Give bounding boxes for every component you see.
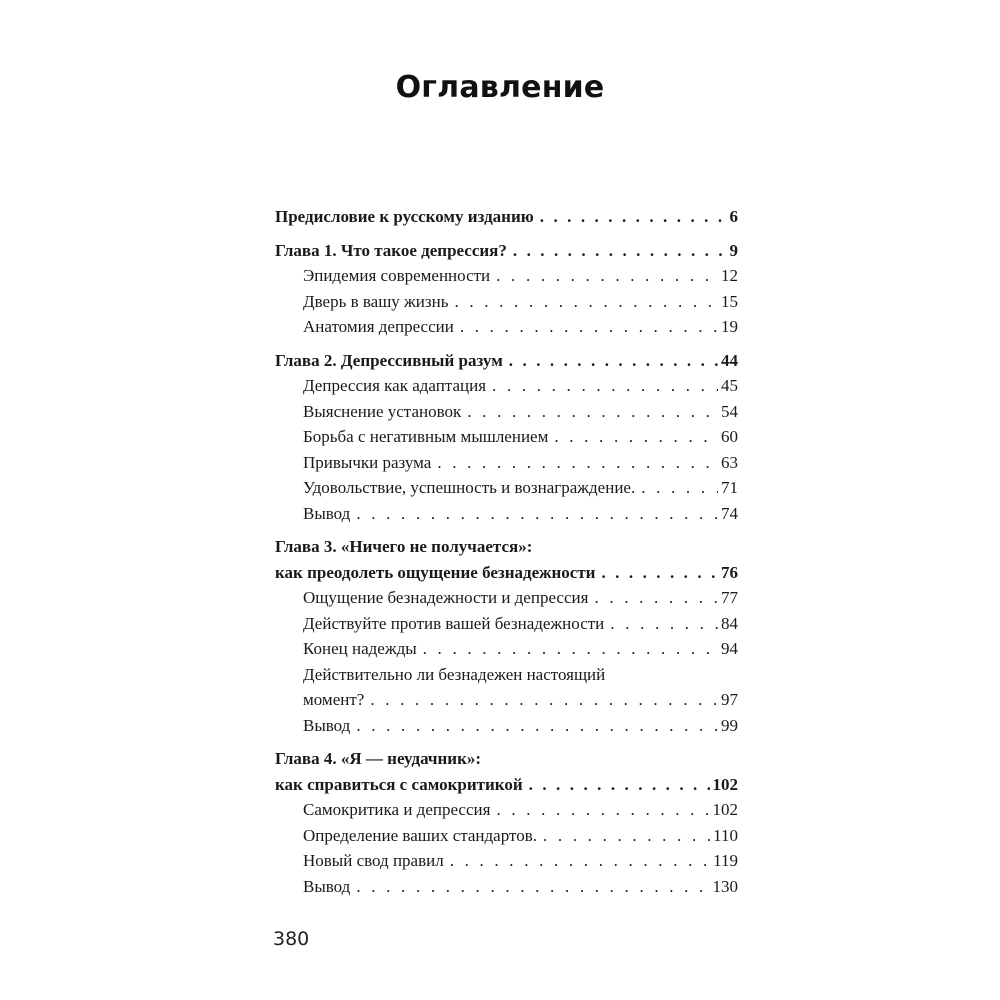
toc-page-number: 94 bbox=[721, 639, 738, 658]
toc-entry-title: Борьба с негативным мышлением bbox=[303, 427, 549, 446]
toc-entry-section bbox=[275, 797, 738, 823]
toc-page-number: 84 bbox=[721, 613, 738, 633]
toc-entry-chapter-3-line-1 bbox=[275, 534, 738, 560]
dot-leader bbox=[641, 475, 718, 501]
dot-leader bbox=[610, 611, 718, 637]
dot-leader bbox=[356, 501, 718, 527]
toc-entry-section bbox=[275, 501, 738, 527]
toc-page-number: 102 bbox=[712, 774, 738, 794]
toc-page-number: 9 bbox=[729, 240, 738, 260]
toc-entry-chapter-4-line-1 bbox=[275, 746, 738, 772]
toc-entry-chapter-4-line-2 bbox=[275, 772, 738, 798]
toc-entry-title: Глава 4. «Я — неудачник»: bbox=[275, 749, 482, 768]
dot-leader bbox=[423, 636, 718, 662]
toc-page-number: 71 bbox=[721, 478, 738, 497]
toc-entry-title: Определение ваших стандартов. bbox=[303, 825, 537, 845]
dot-leader bbox=[543, 823, 710, 849]
toc-entry-section bbox=[275, 289, 738, 315]
toc-page-number: 45 bbox=[721, 376, 738, 395]
toc-entry-title: Глава 3. «Ничего не получается»: bbox=[275, 537, 533, 556]
toc-entry-section bbox=[275, 450, 738, 476]
toc-page-number: 74 bbox=[721, 503, 738, 523]
toc-page-number: 130 bbox=[712, 876, 738, 896]
toc-page-number: 102 bbox=[712, 800, 738, 819]
toc-page-number: 63 bbox=[721, 452, 738, 472]
toc-page-number: 6 bbox=[729, 207, 738, 226]
toc-entry-chapter-1 bbox=[275, 238, 738, 264]
dot-leader bbox=[460, 314, 718, 340]
toc-entry-title: Действуйте против вашей безнадежности bbox=[303, 613, 605, 633]
dot-leader bbox=[529, 772, 710, 798]
dot-leader bbox=[356, 874, 709, 900]
dot-leader bbox=[356, 713, 718, 739]
toc-entry-section bbox=[275, 314, 738, 340]
toc-entry-title: Эпидемия современности bbox=[303, 266, 491, 285]
toc-page-number: 44 bbox=[721, 350, 738, 370]
toc-entry-section bbox=[275, 713, 738, 739]
toc-entry-title: Вывод bbox=[303, 503, 351, 523]
dot-leader bbox=[496, 263, 718, 289]
toc-entry-title: Ощущение безнадежности и депрессия bbox=[303, 588, 589, 607]
toc-entry-chapter-3-line-2 bbox=[275, 560, 738, 586]
dot-leader bbox=[509, 348, 718, 374]
toc-entry-section bbox=[275, 424, 738, 450]
dot-leader bbox=[601, 560, 718, 586]
toc-page-number: 12 bbox=[721, 266, 738, 285]
toc-page-number: 99 bbox=[721, 715, 738, 735]
toc-entry-section bbox=[275, 399, 738, 425]
dot-leader bbox=[370, 687, 718, 713]
toc-entry-section bbox=[275, 373, 738, 399]
toc-entry-title: Новый свод правил bbox=[303, 851, 444, 870]
dot-leader bbox=[496, 797, 709, 823]
toc-page-number: 77 bbox=[721, 588, 738, 607]
toc-page-number: 110 bbox=[713, 825, 738, 845]
toc-entry-title: Действительно ли безнадежен настоящий bbox=[303, 664, 606, 684]
toc-entry-title: Глава 2. Депрессивный разум bbox=[275, 350, 503, 370]
toc-page-number: 119 bbox=[713, 851, 738, 870]
toc-entry-section bbox=[275, 848, 738, 874]
toc-entry-chapter-2 bbox=[275, 348, 738, 374]
toc-page-number: 15 bbox=[721, 291, 738, 311]
toc-entry-title: Анатомия депрессии bbox=[303, 317, 454, 336]
toc-entry-section bbox=[275, 585, 738, 611]
toc-entry-section-line-1 bbox=[275, 662, 738, 688]
toc-entry-title: Вывод bbox=[303, 715, 351, 735]
toc-entry-title: Предисловие к русскому изданию bbox=[275, 207, 534, 226]
toc-entry-section bbox=[275, 475, 738, 501]
toc-page-number: 97 bbox=[721, 690, 738, 709]
toc-page-number: 76 bbox=[721, 562, 738, 582]
toc-entry-title: Глава 1. Что такое депрессия? bbox=[275, 240, 507, 260]
toc-entry-title: Выяснение установок bbox=[303, 401, 462, 421]
dot-leader bbox=[454, 289, 718, 315]
dot-leader bbox=[450, 848, 710, 874]
toc-page-number: 19 bbox=[721, 317, 738, 336]
dot-leader bbox=[540, 204, 727, 230]
toc-entry-title: Привычки разума bbox=[303, 452, 432, 472]
toc-entry-section bbox=[275, 636, 738, 662]
dot-leader bbox=[492, 373, 718, 399]
toc-entry-title: Депрессия как адаптация bbox=[303, 376, 487, 395]
dot-leader bbox=[437, 450, 718, 476]
toc-entry-title: Самокритика и депрессия bbox=[303, 800, 491, 819]
toc-entry-title: момент? bbox=[303, 690, 365, 709]
toc-page-number: 54 bbox=[721, 401, 738, 421]
dot-leader bbox=[554, 424, 718, 450]
dot-leader bbox=[467, 399, 718, 425]
toc-page-number: 60 bbox=[721, 427, 738, 446]
toc-entry-section bbox=[275, 263, 738, 289]
toc-entry-title: Дверь в вашу жизнь bbox=[303, 291, 449, 311]
dot-leader bbox=[594, 585, 718, 611]
page-number: 380 bbox=[273, 928, 310, 950]
toc-entry-preface bbox=[275, 204, 738, 230]
toc-entry-title: как справиться с самокритикой bbox=[275, 774, 523, 794]
toc-entry-section bbox=[275, 874, 738, 900]
toc-entry-title: как преодолеть ощущение безнадежности bbox=[275, 562, 596, 582]
toc-entry-title: Конец надежды bbox=[303, 639, 417, 658]
toc-entry-section bbox=[275, 823, 738, 849]
toc-entry-section bbox=[275, 611, 738, 637]
toc-entry-title: Удовольствие, успешность и вознаграждение. bbox=[303, 478, 636, 497]
dot-leader bbox=[513, 238, 727, 264]
page-title: Оглавление bbox=[395, 70, 605, 105]
table-of-contents bbox=[275, 204, 738, 899]
toc-entry-section-line-2 bbox=[275, 687, 738, 713]
toc-entry-title: Вывод bbox=[303, 876, 351, 896]
